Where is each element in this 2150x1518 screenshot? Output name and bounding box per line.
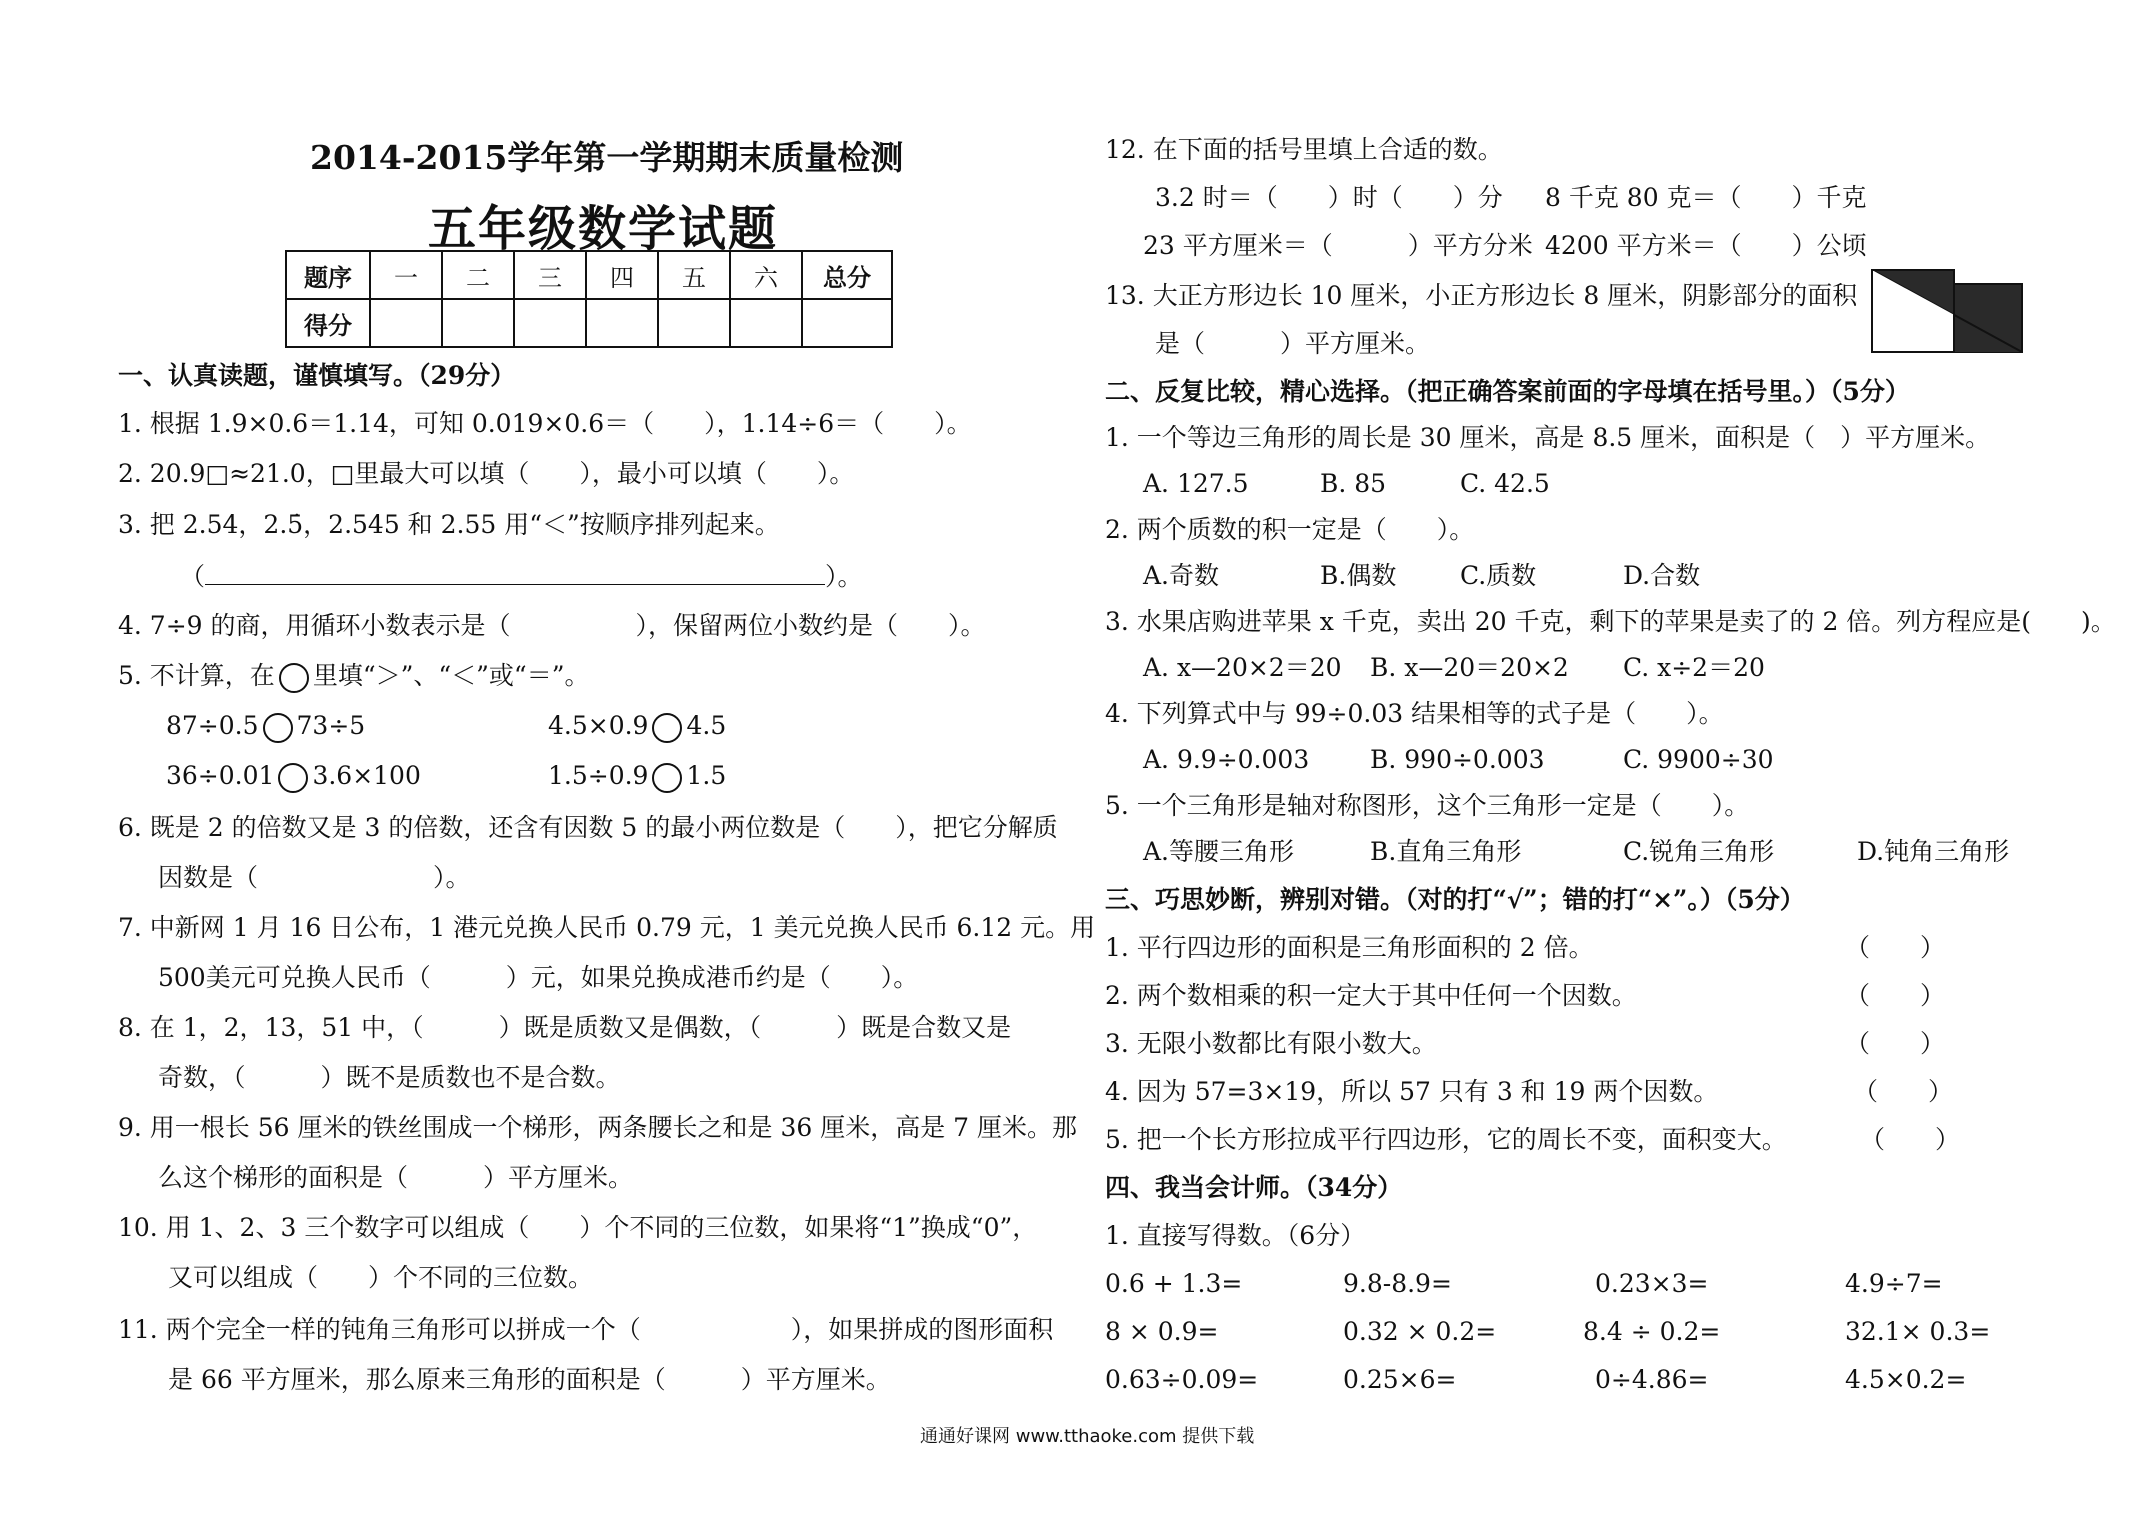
- choice-option: B.偶数: [1320, 561, 1397, 590]
- choice-option: D.钝角三角形: [1857, 837, 2010, 866]
- judge-paren[interactable]: （ ）: [1845, 933, 1946, 962]
- choice-option: A. 127.5: [1143, 469, 1249, 498]
- choice-option: B. 990÷0.003: [1370, 745, 1545, 774]
- section-4-heading: 四、我当会计师。（34分）: [1105, 1173, 1403, 1202]
- question-5: [118, 658, 590, 694]
- question-1: 1. 根据 1.9×0.6＝1.14，可知 0.019×0.6＝（ ），1.14÷6＝（ ）。: [118, 409, 972, 438]
- calc-instruction: 1. 直接写得数。（6分）: [1105, 1221, 1366, 1250]
- choice-option: C.质数: [1460, 561, 1537, 590]
- compare-left: 87÷0.5: [166, 711, 259, 740]
- judge-2: 2. 两个数相乘的积一定大于其中任何一个因数。: [1105, 981, 1637, 1010]
- question-6-cont: 因数是（ ）。: [158, 863, 471, 892]
- judge-5: 5. 把一个长方形拉成平行四边形，它的周长不变，面积变大。: [1105, 1125, 1787, 1154]
- calc-item: 0.6 + 1.3=: [1105, 1269, 1243, 1298]
- question-13: 13. 大正方形边长 10 厘米，小正方形边长 8 厘米，阴影部分的面积: [1105, 281, 1858, 310]
- score-cell: 三: [514, 251, 586, 299]
- section-2-heading: 二、反复比较，精心选择。（把正确答案前面的字母填在括号里。）（5分）: [1105, 377, 1910, 406]
- choice-option: C. 42.5: [1460, 469, 1550, 498]
- question-9: 9. 用一根长 56 厘米的铁丝围成一个梯形，两条腰长之和是 36 厘米，高是 7 厘米。那: [118, 1113, 1078, 1142]
- score-cell: 六: [730, 251, 802, 299]
- compare-left: 4.5×0.9: [548, 711, 649, 740]
- score-blank[interactable]: [730, 299, 802, 347]
- question-3-answer-line: [180, 558, 863, 595]
- compare-circle[interactable]: [652, 713, 682, 743]
- question-12-a: 3.2 时＝（ ）时（ ）分: [1155, 183, 1503, 212]
- choice-option: A. 9.9÷0.003: [1143, 745, 1310, 774]
- choice-5: 5. 一个三角形是轴对称图形，这个三角形一定是（ ）。: [1105, 791, 1750, 820]
- exam-title: 2014-2015学年第一学期期末质量检测: [310, 138, 904, 177]
- judge-paren[interactable]: （ ）: [1845, 1029, 1946, 1058]
- exam-subtitle: 五年级数学试题: [428, 201, 779, 257]
- choice-option: D.合数: [1623, 561, 1701, 590]
- compare-item: [548, 758, 726, 794]
- question-9-cont: 么这个梯形的面积是（ ）平方厘米。: [158, 1163, 634, 1192]
- question-11: 11. 两个完全一样的钝角三角形可以拼成一个（ ），如果拼成的图形面积: [118, 1315, 1054, 1344]
- judge-1: 1. 平行四边形的面积是三角形面积的 2 倍。: [1105, 933, 1594, 962]
- calc-item: 8 × 0.9=: [1105, 1317, 1219, 1346]
- question-12-b: 8 千克 80 克＝（ ）千克: [1545, 183, 1867, 212]
- compare-right: 3.6×100: [312, 761, 421, 790]
- q5-text-b: 里填“＞”、“＜”或“＝”。: [312, 661, 590, 690]
- question-10-cont: 又可以组成（ ）个不同的三位数。: [168, 1263, 594, 1292]
- score-cell: 题序: [286, 251, 370, 299]
- question-11-cont: 是 66 平方厘米，那么原来三角形的面积是（ ）平方厘米。: [168, 1365, 891, 1394]
- judge-4: 4. 因为 57=3×19，所以 57 只有 3 和 19 两个因数。: [1105, 1077, 1719, 1106]
- judge-3: 3. 无限小数都比有限小数大。: [1105, 1029, 1437, 1058]
- choice-option: A.奇数: [1143, 561, 1220, 590]
- compare-circle[interactable]: [263, 713, 293, 743]
- score-blank[interactable]: [370, 299, 442, 347]
- choice-option: C.锐角三角形: [1623, 837, 1775, 866]
- choice-3: 3. 水果店购进苹果 x 千克，卖出 20 千克，剩下的苹果是卖了的 2 倍。列方程应是( )。: [1105, 607, 2116, 636]
- compare-right: 1.5: [686, 761, 727, 790]
- score-blank[interactable]: [658, 299, 730, 347]
- score-blank[interactable]: [514, 299, 586, 347]
- compare-item: [548, 708, 726, 744]
- score-blank[interactable]: [802, 299, 892, 347]
- calc-item: 32.1× 0.3=: [1845, 1317, 1991, 1346]
- calc-item: 0÷4.86=: [1595, 1365, 1709, 1394]
- score-cell: 总分: [802, 251, 892, 299]
- score-blank[interactable]: [586, 299, 658, 347]
- question-12: 12. 在下面的括号里填上合适的数。: [1105, 135, 1503, 164]
- choice-2: 2. 两个质数的积一定是（ ）。: [1105, 515, 1475, 544]
- q5-text-a: 5. 不计算，在: [118, 661, 275, 690]
- judge-paren[interactable]: （ ）: [1853, 1077, 1954, 1106]
- question-7-cont: 500美元可兑换人民币（ ）元，如果兑换成港币约是（ ）。: [158, 963, 919, 992]
- choice-option: B. 85: [1320, 469, 1387, 498]
- choice-option: C. x÷2＝20: [1623, 653, 1765, 682]
- calc-item: 0.63÷0.09=: [1105, 1365, 1259, 1394]
- calc-item: 9.8-8.9=: [1343, 1269, 1452, 1298]
- score-cell: 五: [658, 251, 730, 299]
- calc-item: 8.4 ÷ 0.2=: [1583, 1317, 1721, 1346]
- question-6: 6. 既是 2 的倍数又是 3 的倍数，还含有因数 5 的最小两位数是（ ），把它分解质: [118, 813, 1058, 842]
- compare-right: 73÷5: [296, 711, 366, 740]
- calc-item: 0.32 × 0.2=: [1343, 1317, 1497, 1346]
- score-table: [285, 250, 893, 348]
- calc-item: 4.9÷7=: [1845, 1269, 1943, 1298]
- question-13-cont: 是（ ）平方厘米。: [1155, 329, 1431, 358]
- compare-item: [166, 708, 365, 744]
- paren-open: （: [180, 562, 206, 591]
- calc-item: 4.5×0.2=: [1845, 1365, 1967, 1394]
- answer-blank[interactable]: [205, 558, 825, 585]
- compare-item: [166, 758, 421, 794]
- score-cell: 二: [442, 251, 514, 299]
- choice-4: 4. 下列算式中与 99÷0.03 结果相等的式子是（ ）。: [1105, 699, 1724, 728]
- question-8: 8. 在 1，2，13，51 中，（ ）既是质数又是偶数，（ ）既是合数又是: [118, 1013, 1012, 1042]
- question-10: 10. 用 1、2、3 三个数字可以组成（ ）个不同的三位数，如果将“1”换成“0”，: [118, 1213, 1038, 1242]
- question-12-d: 4200 平方米＝（ ）公顷: [1545, 231, 1867, 260]
- question-12-c: 23 平方厘米＝（ ）平方分米: [1143, 231, 1533, 260]
- paren-close: ）。: [825, 562, 863, 591]
- compare-left: 36÷0.01: [166, 761, 275, 790]
- score-table-header-row: [286, 251, 892, 299]
- choice-option: A.等腰三角形: [1143, 837, 1295, 866]
- compare-left: 1.5÷0.9: [548, 761, 649, 790]
- page-footer: 通通好课网 www.tthaoke.com 提供下载: [920, 1426, 1255, 1447]
- score-label: 得分: [286, 299, 370, 347]
- score-cell: 一: [370, 251, 442, 299]
- choice-option: A. x—20×2＝20: [1143, 653, 1342, 682]
- compare-circle[interactable]: [278, 763, 308, 793]
- choice-option: B.直角三角形: [1370, 837, 1522, 866]
- judge-paren[interactable]: （ ）: [1845, 981, 1946, 1010]
- calc-item: 0.23×3=: [1595, 1269, 1709, 1298]
- choice-1: 1. 一个等边三角形的周长是 30 厘米，高是 8.5 厘米，面积是（ ）平方厘米。: [1105, 423, 1991, 452]
- judge-paren[interactable]: （ ）: [1860, 1125, 1961, 1154]
- choice-option: C. 9900÷30: [1623, 745, 1774, 774]
- score-table-score-row: [286, 299, 892, 347]
- score-cell: 四: [586, 251, 658, 299]
- section-1-heading: 一、认真读题，谨慎填写。（29分）: [118, 361, 516, 390]
- question-2: 2. 20.9□≈21.0，□里最大可以填（ ），最小可以填（ ）。: [118, 459, 855, 488]
- question-8-cont: 奇数，（ ）既不是质数也不是合数。: [158, 1063, 621, 1092]
- circle-icon: [279, 663, 309, 693]
- compare-circle[interactable]: [652, 763, 682, 793]
- compare-right: 4.5: [686, 711, 727, 740]
- question-4: 4. 7÷9 的商，用循环小数表示是（ ），保留两位小数约是（ ）。: [118, 611, 986, 640]
- squares-figure: [1870, 268, 2030, 354]
- question-7: 7. 中新网 1 月 16 日公布，1 港元兑换人民币 0.79 元，1 美元兑换人民币 6.12 元。用: [118, 913, 1096, 942]
- question-3: 3. 把 2.54，2.5̇，2.545 和 2.55 用“＜”按顺序排列起来。: [118, 510, 780, 539]
- calc-item: 0.25×6=: [1343, 1365, 1457, 1394]
- score-blank[interactable]: [442, 299, 514, 347]
- section-3-heading: 三、巧思妙断，辨别对错。（对的打“√”；错的打“×”。）（5分）: [1105, 885, 1805, 914]
- choice-option: B. x—20＝20×2: [1370, 653, 1569, 682]
